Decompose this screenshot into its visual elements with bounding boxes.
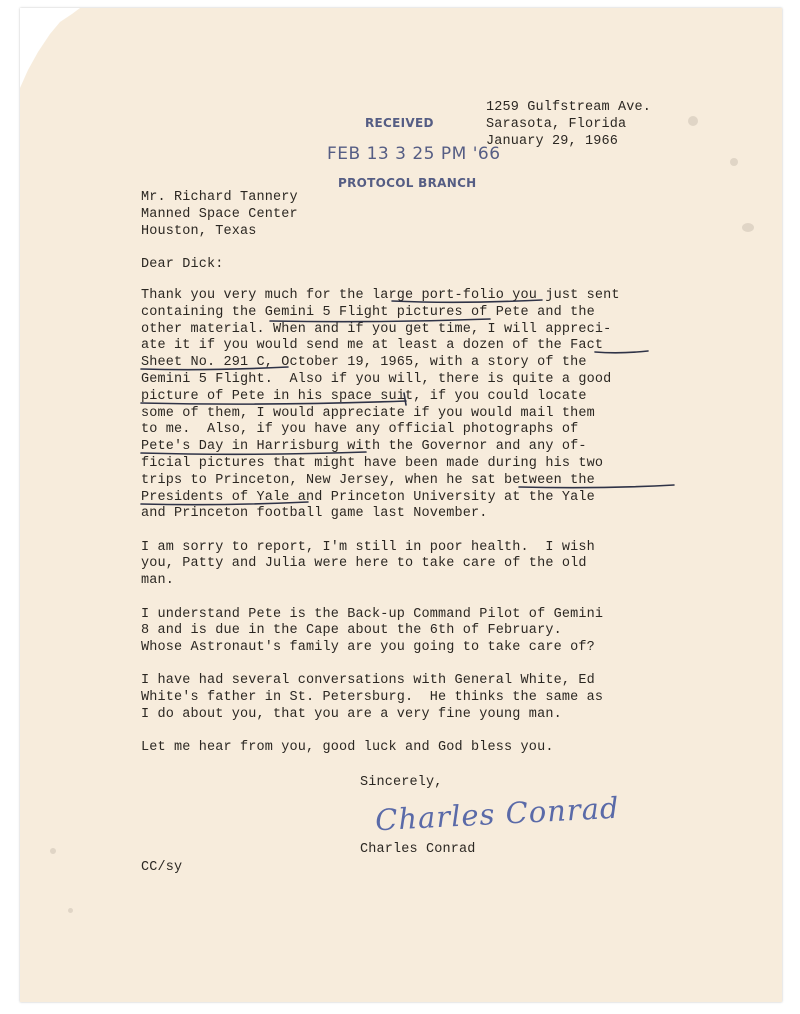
body-line: other material. When and if you get time, I will appreci- xyxy=(141,321,612,337)
typist-initials: CC/sy xyxy=(141,860,183,875)
paragraph xyxy=(141,673,701,723)
body-line: some of them, I would appreciate if you would mail them xyxy=(141,405,595,421)
age-spot xyxy=(50,848,56,854)
closing: Sincerely, xyxy=(360,775,443,790)
address-line-city: Sarasota, Florida xyxy=(486,116,627,132)
body-line: 8 and is due in the Cape about the 6th of February. xyxy=(141,623,562,639)
paragraph xyxy=(141,288,701,523)
body-line: I have had several conversations with General White, Ed xyxy=(141,673,595,689)
letter-body xyxy=(141,288,701,774)
recipient-location: Houston, Texas xyxy=(141,223,257,239)
body-line: Presidents of Yale and Princeton University at the Yale xyxy=(141,489,595,505)
body-line: I do about you, that you are a very fine young man. xyxy=(141,707,562,723)
body-line: I understand Pete is the Back-up Command Pilot of Gemini xyxy=(141,606,604,622)
body-line: man. xyxy=(141,573,175,589)
recipient-organization: Manned Space Center xyxy=(141,206,298,222)
body-line: Let me hear from you, good luck and God bless you. xyxy=(141,740,554,756)
letter-page xyxy=(20,8,782,1002)
body-line: I am sorry to report, I'm still in poor health. I wish xyxy=(141,539,595,555)
letter-date: January 29, 1966 xyxy=(486,133,619,149)
torn-corner xyxy=(20,8,80,88)
body-line: Pete's Day in Harrisburg with the Governor and any of- xyxy=(141,439,587,455)
age-spot xyxy=(68,908,73,913)
body-line: trips to Princeton, New Jersey, when he sat between the xyxy=(141,472,595,488)
signer-name: Charles Conrad xyxy=(360,842,476,857)
handwritten-signature: Charles Conrad xyxy=(374,790,621,838)
body-line: containing the Gemini 5 Flight pictures of Pete and the xyxy=(141,304,595,320)
address-line-street: 1259 Gulfstream Ave. xyxy=(486,100,652,115)
body-line: White's father in St. Petersburg. He thinks the same as xyxy=(141,690,604,706)
body-line: picture of Pete in his space suit, if you could locate xyxy=(141,388,587,404)
body-line: to me. Also, if you have any official photographs of xyxy=(141,422,579,438)
body-line: Sheet No. 291 C, October 19, 1965, with a story of the xyxy=(141,355,587,371)
body-line: you, Patty and Julia were here to take care of the old xyxy=(141,556,587,572)
paragraph xyxy=(141,740,701,757)
body-line: ate it if you would send me at least a dozen of the Fact xyxy=(141,338,604,354)
recipient-name: Mr. Richard Tannery xyxy=(141,190,298,205)
salutation: Dear Dick: xyxy=(141,257,224,272)
body-line: Thank you very much for the large port-folio you just sent xyxy=(141,288,620,303)
body-line: and Princeton football game last November. xyxy=(141,506,488,522)
body-line: Whose Astronaut's family are you going to take care of? xyxy=(141,640,595,656)
age-spot xyxy=(688,116,698,126)
received-stamp-branch: PROTOCOL BRANCH xyxy=(338,176,477,190)
recipient-block xyxy=(141,190,298,240)
body-line: ficial pictures that might have been made during his two xyxy=(141,455,604,471)
received-stamp-label: RECEIVED xyxy=(365,116,434,130)
age-spot xyxy=(730,158,738,166)
paragraph xyxy=(141,540,701,590)
age-spot xyxy=(742,223,754,232)
received-stamp-date: FEB 13 3 25 PM '66 xyxy=(327,144,501,164)
paragraph xyxy=(141,607,701,657)
body-line: Gemini 5 Flight. Also if you will, there is quite a good xyxy=(141,371,612,387)
sender-address xyxy=(486,100,651,150)
